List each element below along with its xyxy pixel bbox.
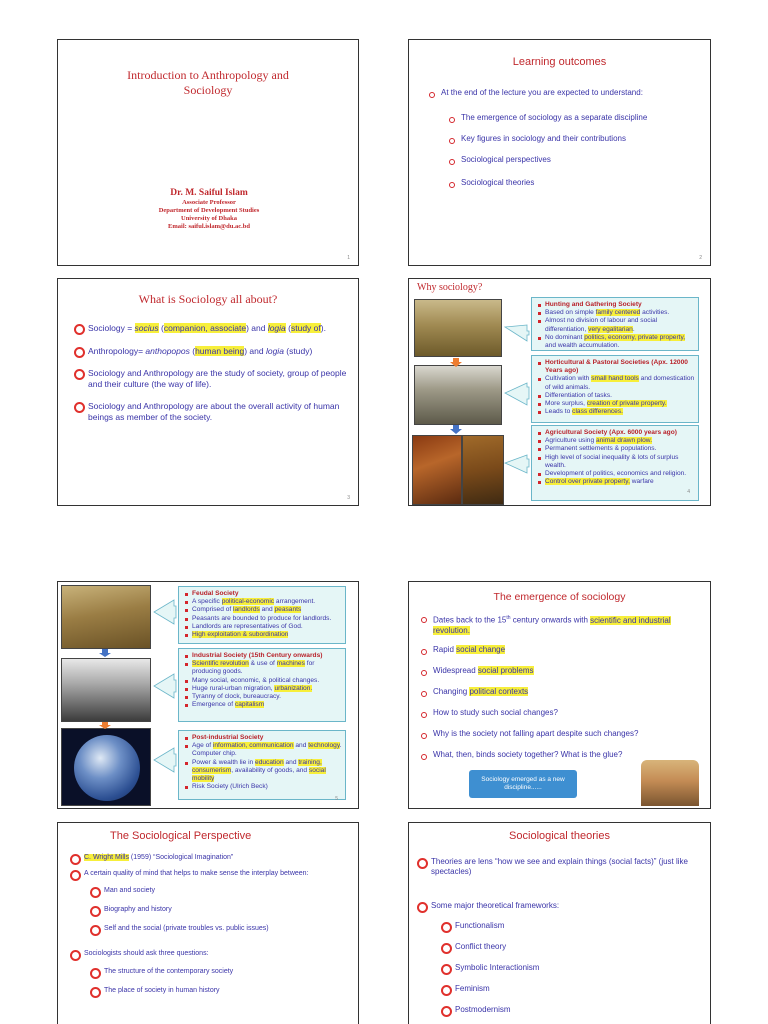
emergence-item: Changing political contexts	[421, 687, 699, 697]
emergence-item: Widespread social problems	[421, 666, 699, 676]
slide-learning-outcomes	[408, 39, 711, 266]
author-block	[98, 187, 320, 231]
slide-2-title: Learning outcomes	[512, 56, 607, 68]
theory-item: Conflict theory	[441, 942, 702, 952]
theory-item: Symbolic Interactionism	[441, 963, 702, 973]
callout-box	[469, 770, 577, 798]
slide-title	[57, 39, 359, 266]
horticultural-box: Horticultural & Pastoral Societies (Apx. 12000 Years ago) Cultivation with small hand tools and domestication of wild animals. Differentiation of tasks. More surplus, creation of private property. Leads to class differences.	[531, 355, 699, 423]
outcome-item: Sociological theories	[449, 178, 704, 187]
author-role: Associate Professor	[182, 199, 236, 206]
perspective-subpoint: Man and society	[90, 886, 350, 895]
definition-activity: Sociology and Anthropology are about the overall activity of human beings as member of the society.	[74, 401, 349, 422]
emergence-item: Rapid social change	[421, 645, 699, 655]
perspective-point: Sociologists should ask three questions:	[70, 949, 350, 958]
feudal-society-box: Feudal Society A specific political-economic arrangement. Comprised of landlords and peasants Peasants are bounded to produce for landlords. Landlords are representatives of God. High exploitation & subordination	[178, 586, 346, 644]
author-name: Dr. M. Saiful Islam	[170, 188, 248, 198]
author-univ: University of Dhaka	[181, 215, 237, 222]
outcome-item: Sociological perspectives	[449, 155, 704, 164]
emergence-item: Why is the society not falling apart despite such changes?	[421, 729, 699, 739]
definition-study: Sociology and Anthropology are the study of society, group of people and their culture (the way of life).	[74, 368, 349, 389]
emergence-list	[421, 613, 699, 760]
theories-frameworks: Some major theoretical frameworks:	[417, 901, 702, 911]
outcomes-intro: At the end of the lecture you are expected to understand:	[429, 88, 699, 97]
page-number: 4	[687, 489, 690, 495]
stressed-person-illustration	[641, 760, 699, 806]
perspective-point: C. Wright Mills (1959) “Sociological Imagination”	[70, 853, 350, 862]
perspective-subpoint: Biography and history	[90, 905, 350, 914]
page-number: 5	[335, 796, 338, 802]
outcomes-items	[449, 113, 704, 187]
theories-intro: Theories are lens “how we see and explain things (social facts)” (just like spectacles)	[417, 857, 702, 877]
definition-sociology: Sociology = socius (companion, associate) and logia (study of).	[74, 323, 349, 334]
callout-text: Sociology emerged as a new discipline......	[481, 776, 565, 791]
page-number: 3	[347, 495, 350, 501]
slide-sociological-perspective	[57, 822, 359, 1024]
perspective-subpoint: The place of society in human history	[90, 986, 350, 995]
outcome-item: The emergence of sociology as a separate discipline	[449, 113, 704, 122]
outcomes-list	[429, 88, 699, 97]
slide-7-title: The Sociological Perspective	[110, 830, 252, 842]
slide-6-title: The emergence of sociology	[493, 591, 626, 603]
emergence-item: Dates back to the 15th century onwards with scientific and industrial revolution.	[421, 613, 699, 636]
slide-sociological-theories	[408, 822, 711, 1024]
theory-item: Feminism	[441, 984, 702, 994]
slide-why-sociology	[408, 278, 711, 506]
agricultural-box: Agricultural Society (Apx. 6000 years ago) Agriculture using animal drawn plow. Permanent settlements & populations. High level of social inequality & lots of surplus wealth. Development of politics, economics and religion. Control over private property, warfare	[531, 425, 699, 501]
hunting-gathering-box: Hunting and Gathering Society Based on simple family centered activities. Almost no division of labour and social differentiation, very egalitarian. No dominant politics, economy, private property, and wealth accumulation.	[531, 297, 699, 351]
author-dept: Department of Development Studies	[158, 207, 260, 214]
emergence-item: What, then, binds society together? What is the glue?	[421, 750, 699, 760]
industrial-society-box: Industrial Society (15th Century onwards) Scientific revolution & use of machines for producing goods. Many social, economic, & political changes. Huge rural-urban migration, urbanization. Tyranny of clock, bureaucracy. Emergence of capitalism	[178, 648, 346, 722]
definition-anthropology: Anthropology= anthopopos (human being) and logia (study)	[74, 346, 349, 357]
page-number: 1	[347, 255, 350, 261]
theory-item: Functionalism	[441, 921, 702, 931]
emergence-item: How to study such social changes?	[421, 708, 699, 718]
perspective-subpoint: The structure of the contemporary society	[90, 967, 350, 976]
author-email[interactable]: Email: saiful.islam@du.ac.bd	[168, 223, 250, 230]
slide-what-is-sociology	[57, 278, 359, 506]
slide-1-title: Introduction to Anthropology and Sociology	[127, 68, 289, 97]
slide-3-title: What is Sociology all about?	[138, 292, 278, 306]
theory-item: Postmodernism	[441, 1005, 702, 1015]
slide-4-title: Why sociology?	[417, 282, 483, 293]
outcome-item: Key figures in sociology and their contributions	[449, 134, 704, 143]
perspective-subpoint: Self and the social (private troubles vs. public issues)	[90, 924, 350, 933]
post-industrial-box: Post-industrial Society Age of information, communication and technology. Computer chip. Power & wealth lie in education and training, consumerism, availability of goods, and social mobility Risk Society (Ulrich Beck)	[178, 730, 346, 800]
slide-8-title: Sociological theories	[509, 830, 610, 842]
perspective-point: A certain quality of mind that helps to make sense the interplay between:	[70, 869, 350, 878]
page-number: 2	[699, 255, 702, 261]
slide-society-types	[57, 581, 359, 809]
slide-emergence-of-sociology	[408, 581, 711, 809]
